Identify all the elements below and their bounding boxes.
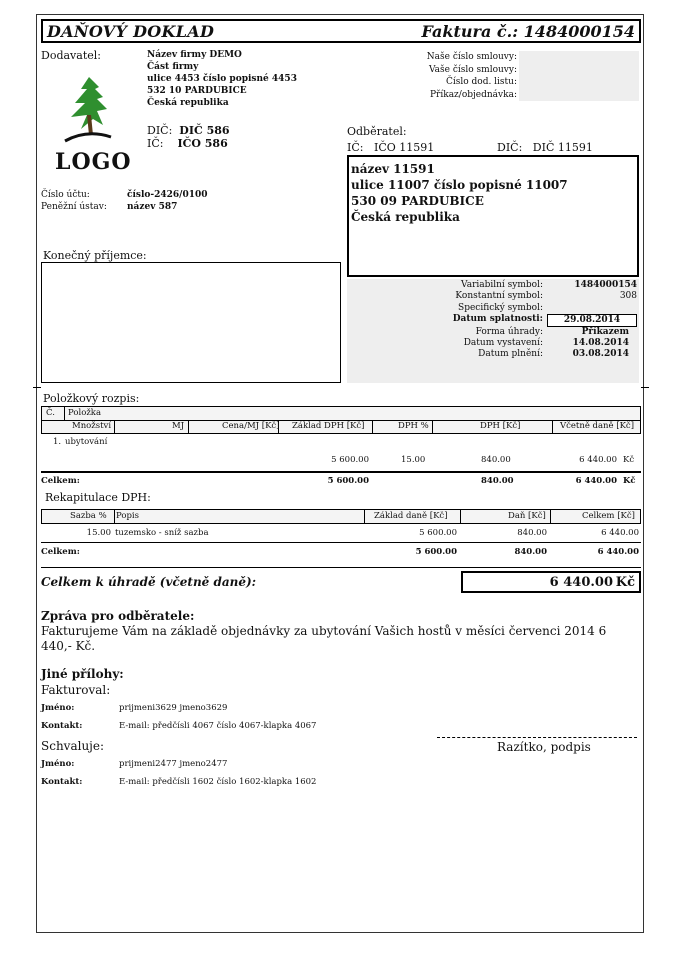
issuer-label: Fakturoval: xyxy=(41,683,111,697)
supplier-address xyxy=(147,49,297,109)
invoice-number: 1484000154 xyxy=(523,22,635,41)
supplier-street: ulice 4453 číslo popisné 4453 xyxy=(147,74,297,84)
issuer-contact-label: Kontakt: xyxy=(41,721,83,731)
recap-row-desc: tuzemsko - sníž sazba xyxy=(115,528,209,538)
customer-label: Odběratel: xyxy=(347,125,407,138)
stamp-label: Razítko, podpis xyxy=(497,740,591,754)
recap-sum-vat: 840.00 xyxy=(514,547,547,557)
invoice-page xyxy=(36,14,644,933)
grand-total-box xyxy=(461,571,641,593)
item-row-1-vat: 840.00 xyxy=(481,455,511,465)
customer-dic: DIČ 11591 xyxy=(532,141,593,154)
grand-total-currency: Kč xyxy=(615,575,635,590)
items-sum-line xyxy=(41,471,641,473)
items-header: Č. Položka Množství MJ Cena/MJ [Kč] Základ DPH [Kč] DPH % DPH [Kč] Včetně daně [Kč] xyxy=(41,406,641,434)
final-recipient-label: Konečný příjemce: xyxy=(43,249,147,262)
customer-country: Česká republika xyxy=(351,210,460,224)
recap-row-vat: 840.00 xyxy=(517,528,547,538)
supplier-ic: IČO 586 xyxy=(177,137,228,150)
items-sum-label: Celkem: xyxy=(41,476,80,486)
attachments-title: Jiné přílohy: xyxy=(41,667,124,681)
bank-info: Číslo účtu: číslo-2426/0100 Peněžní ústav: název 587 xyxy=(41,190,208,212)
separator-tick-left xyxy=(33,387,41,388)
reference-labels: Naše číslo smlouvy: Vaše číslo smlouvy: Číslo dod. listu: Příkaz/objednávka: xyxy=(426,52,517,100)
customer-city: 530 09 PARDUBICE xyxy=(351,194,484,208)
issue-date: 14.08.2014 xyxy=(572,338,629,349)
logo-text: LOGO xyxy=(55,149,132,175)
approver-contact: E-mail: předčísli 1602 číslo 1602-klapka 1602 xyxy=(119,777,317,787)
items-sum-currency: Kč xyxy=(623,476,636,486)
items-sum-vat: 840.00 xyxy=(481,476,514,486)
approver-name-label: Jméno: xyxy=(41,759,75,769)
account-number: číslo-2426/0100 xyxy=(127,190,208,200)
item-row-1-base: 5 600.00 xyxy=(331,455,369,465)
recap-row-rate: 15.00 xyxy=(86,528,111,538)
reference-values-box xyxy=(519,51,639,101)
item-row-1-pct: 15.00 xyxy=(401,455,426,465)
supplier-name: Název firmy DEMO xyxy=(147,50,242,60)
signature-line xyxy=(437,737,637,738)
items-sum-base: 5 600.00 xyxy=(327,476,369,486)
grand-total-label: Celkem k úhradě (včetně daně): xyxy=(41,575,257,589)
approver-contact-label: Kontakt: xyxy=(41,777,83,787)
message-title: Zpráva pro odběratele: xyxy=(41,609,195,623)
items-sum-total: 6 440.00 xyxy=(575,476,617,486)
approver-name: prijmeni2477 jmeno2477 xyxy=(119,759,228,769)
supplier-ids: DIČ: DIČ 586 IČ: IČO 586 xyxy=(147,124,230,150)
supplier-part: Část firmy xyxy=(147,62,199,72)
supplier-city: 532 10 PARDUBICE xyxy=(147,86,247,96)
payment-form: Příkazem xyxy=(581,326,629,337)
separator-tick-right xyxy=(641,387,649,388)
items-label: Položkový rozpis: xyxy=(43,392,140,405)
item-row-1-no: 1. xyxy=(53,437,62,447)
issuer-contact: E-mail: předčísli 4067 číslo 4067-klapka 4067 xyxy=(119,721,317,731)
recap-sum-label: Celkem: xyxy=(41,547,80,557)
item-row-1-name: ubytování xyxy=(65,437,108,447)
item-row-1-currency: Kč xyxy=(623,455,635,465)
customer-ids: IČ: IČO 11591 DIČ: DIČ 11591 xyxy=(347,141,593,154)
invoice-header xyxy=(41,19,641,43)
tax-date: 03.08.2014 xyxy=(572,349,629,360)
supplier-country: Česká republika xyxy=(147,98,229,108)
due-date: 29.08.2014 xyxy=(547,314,637,327)
logo-tree-icon xyxy=(59,67,115,147)
customer-ic: IČO 11591 xyxy=(373,141,435,154)
issuer-name-label: Jméno: xyxy=(41,703,75,713)
approver-label: Schvaluje: xyxy=(41,739,105,753)
supplier-label: Dodavatel: xyxy=(41,49,101,62)
final-recipient-box xyxy=(41,262,341,383)
recap-label: Rekapitulace DPH: xyxy=(45,491,151,504)
variable-symbol: 1484000154 xyxy=(574,280,637,290)
invoice-number-line: Faktura č.: 1484000154 xyxy=(421,22,635,41)
recap-header: Sazba % Popis Základ daně [Kč] Daň [Kč] Celkem [Kč] xyxy=(41,509,641,524)
customer-name: název 11591 xyxy=(351,162,435,176)
grand-total-amount: 6 440.00 xyxy=(549,575,613,590)
recap-row-total: 6 440.00 xyxy=(601,528,639,538)
item-row-1-total: 6 440.00 xyxy=(579,455,617,465)
bank-name: název 587 xyxy=(127,202,178,212)
recap-sum-base: 5 600.00 xyxy=(415,547,457,557)
message-text: Fakturujeme Vám na základě objednávky za ubytování Vašich hostů v měsíci červenci 2014 6 440,- Kč. xyxy=(41,624,607,653)
issuer-name: prijmeni3629 jmeno3629 xyxy=(119,703,228,713)
document-title: DAŇOVÝ DOKLAD xyxy=(47,22,215,41)
customer-street: ulice 11007 číslo popisné 11007 xyxy=(351,178,568,192)
recap-row-base: 5 600.00 xyxy=(419,528,457,538)
payment-details: Variabilní symbol: 1484000154 Konstantní symbol: 308 Specifický symbol: Datum splatnosti: 29.08.2014 Forma úhrady: Příkazem Datum vystavení: 14.08.2014 Datum plnění: 03.08.2014 xyxy=(452,280,637,360)
customer-address-box xyxy=(347,155,639,277)
recap-sum-total: 6 440.00 xyxy=(597,547,639,557)
grand-total-line xyxy=(41,567,641,568)
supplier-dic: DIČ 586 xyxy=(179,124,230,137)
recap-sum-line xyxy=(41,542,641,543)
constant-symbol: 308 xyxy=(619,291,637,302)
